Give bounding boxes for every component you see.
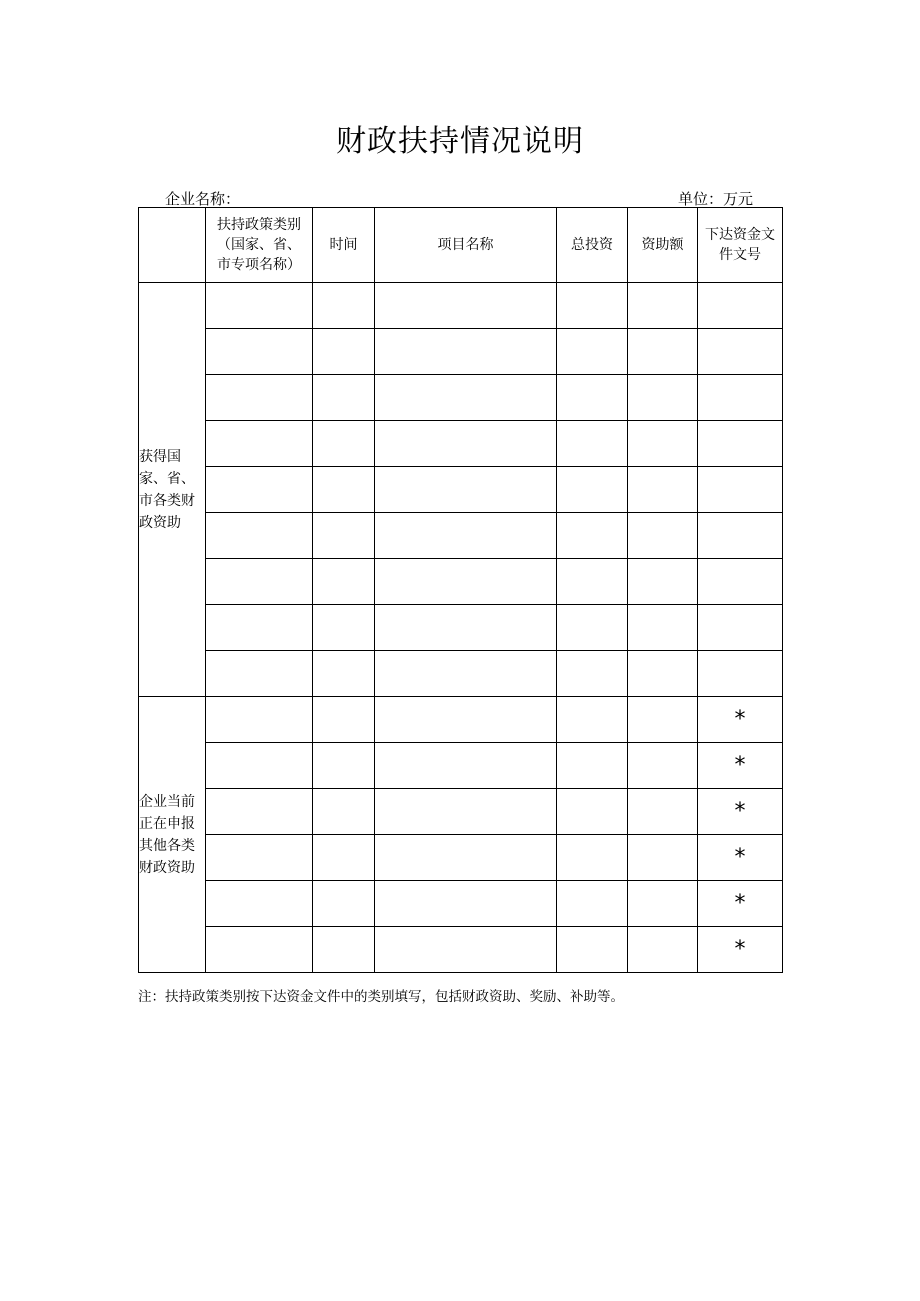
table-row [139, 881, 783, 927]
header-project: 项目名称 [375, 208, 557, 283]
cell-subsidy-amount[interactable] [628, 559, 698, 605]
cell-document-no[interactable] [698, 329, 783, 375]
document-no-mark: * [698, 835, 783, 881]
cell-project[interactable] [375, 421, 557, 467]
cell-category[interactable] [206, 559, 313, 605]
cell-category[interactable] [206, 835, 313, 881]
cell-time[interactable] [313, 835, 375, 881]
cell-time[interactable] [313, 605, 375, 651]
document-no-mark: * [698, 743, 783, 789]
cell-subsidy-amount[interactable] [628, 375, 698, 421]
table-row [139, 467, 783, 513]
cell-time[interactable] [313, 467, 375, 513]
header-document-no: 下达资金文件文号 [698, 208, 783, 283]
cell-category[interactable] [206, 283, 313, 329]
table-row [139, 375, 783, 421]
cell-document-no[interactable] [698, 375, 783, 421]
table-row [139, 329, 783, 375]
cell-time[interactable] [313, 697, 375, 743]
document-no-mark: * [698, 881, 783, 927]
section-label: 企业当前正在申报其他各类财政资助 [139, 697, 206, 973]
page-title: 财政扶持情况说明 [336, 124, 584, 159]
table-row [139, 927, 783, 973]
table-row [139, 559, 783, 605]
cell-document-no[interactable] [698, 651, 783, 697]
cell-project[interactable] [375, 743, 557, 789]
cell-total-investment[interactable] [557, 421, 628, 467]
cell-subsidy-amount[interactable] [628, 835, 698, 881]
cell-subsidy-amount[interactable] [628, 789, 698, 835]
subsidy-table [138, 207, 783, 973]
cell-category[interactable] [206, 697, 313, 743]
unit-label: 单位：万元 [678, 190, 754, 208]
cell-document-no[interactable] [698, 513, 783, 559]
header-time: 时间 [313, 208, 375, 283]
cell-project[interactable] [375, 283, 557, 329]
cell-category[interactable] [206, 421, 313, 467]
cell-project[interactable] [375, 375, 557, 421]
cell-time[interactable] [313, 421, 375, 467]
cell-time[interactable] [313, 375, 375, 421]
cell-category[interactable] [206, 605, 313, 651]
cell-time[interactable] [313, 329, 375, 375]
cell-document-no[interactable] [698, 605, 783, 651]
cell-total-investment[interactable] [557, 927, 628, 973]
cell-project[interactable] [375, 789, 557, 835]
footnote: 注：扶持政策类别按下达资金文件中的类别填写，包括财政资助、奖励、补助等。 [138, 989, 624, 1005]
cell-subsidy-amount[interactable] [628, 329, 698, 375]
cell-document-no[interactable] [698, 421, 783, 467]
cell-project[interactable] [375, 881, 557, 927]
cell-category[interactable] [206, 881, 313, 927]
table-row [139, 513, 783, 559]
cell-category[interactable] [206, 789, 313, 835]
cell-total-investment[interactable] [557, 789, 628, 835]
cell-total-investment[interactable] [557, 559, 628, 605]
header-blank [139, 208, 206, 283]
cell-time[interactable] [313, 651, 375, 697]
cell-project[interactable] [375, 697, 557, 743]
cell-total-investment[interactable] [557, 697, 628, 743]
cell-subsidy-amount[interactable] [628, 467, 698, 513]
cell-project[interactable] [375, 513, 557, 559]
cell-subsidy-amount[interactable] [628, 881, 698, 927]
cell-time[interactable] [313, 559, 375, 605]
cell-total-investment[interactable] [557, 743, 628, 789]
section-label: 获得国家、省、市各类财政资助 [139, 283, 206, 697]
cell-subsidy-amount[interactable] [628, 651, 698, 697]
header-category: 扶持政策类别（国家、省、市专项名称） [206, 208, 313, 283]
cell-subsidy-amount[interactable] [628, 513, 698, 559]
enterprise-name-label: 企业名称： [165, 190, 241, 208]
cell-category[interactable] [206, 329, 313, 375]
cell-category[interactable] [206, 743, 313, 789]
cell-project[interactable] [375, 651, 557, 697]
table-row [139, 789, 783, 835]
cell-document-no[interactable] [698, 283, 783, 329]
cell-time[interactable] [313, 513, 375, 559]
cell-total-investment[interactable] [557, 375, 628, 421]
cell-subsidy-amount[interactable] [628, 605, 698, 651]
table-row [139, 743, 783, 789]
cell-project[interactable] [375, 559, 557, 605]
table-row [139, 421, 783, 467]
cell-project[interactable] [375, 467, 557, 513]
cell-total-investment[interactable] [557, 467, 628, 513]
cell-project[interactable] [375, 329, 557, 375]
table-row [139, 697, 783, 743]
cell-project[interactable] [375, 605, 557, 651]
table-header-row [139, 208, 783, 283]
header-total-investment: 总投资 [557, 208, 628, 283]
cell-subsidy-amount[interactable] [628, 697, 698, 743]
cell-time[interactable] [313, 743, 375, 789]
cell-document-no[interactable] [698, 467, 783, 513]
cell-total-investment[interactable] [557, 651, 628, 697]
cell-document-no[interactable] [698, 559, 783, 605]
cell-subsidy-amount[interactable] [628, 927, 698, 973]
header-subsidy-amount: 资助额 [628, 208, 698, 283]
cell-subsidy-amount[interactable] [628, 283, 698, 329]
cell-time[interactable] [313, 789, 375, 835]
cell-time[interactable] [313, 927, 375, 973]
cell-category[interactable] [206, 513, 313, 559]
cell-category[interactable] [206, 927, 313, 973]
cell-total-investment[interactable] [557, 881, 628, 927]
cell-category[interactable] [206, 651, 313, 697]
table-row [139, 605, 783, 651]
cell-project[interactable] [375, 835, 557, 881]
document-no-mark: * [698, 697, 783, 743]
cell-category[interactable] [206, 467, 313, 513]
cell-total-investment[interactable] [557, 329, 628, 375]
cell-project[interactable] [375, 927, 557, 973]
cell-time[interactable] [313, 283, 375, 329]
cell-total-investment[interactable] [557, 605, 628, 651]
cell-subsidy-amount[interactable] [628, 743, 698, 789]
table-row [139, 283, 783, 329]
document-no-mark: * [698, 927, 783, 973]
cell-total-investment[interactable] [557, 283, 628, 329]
cell-subsidy-amount[interactable] [628, 421, 698, 467]
cell-time[interactable] [313, 881, 375, 927]
table-row [139, 651, 783, 697]
cell-total-investment[interactable] [557, 513, 628, 559]
cell-category[interactable] [206, 375, 313, 421]
cell-total-investment[interactable] [557, 835, 628, 881]
table-row [139, 835, 783, 881]
document-no-mark: * [698, 789, 783, 835]
